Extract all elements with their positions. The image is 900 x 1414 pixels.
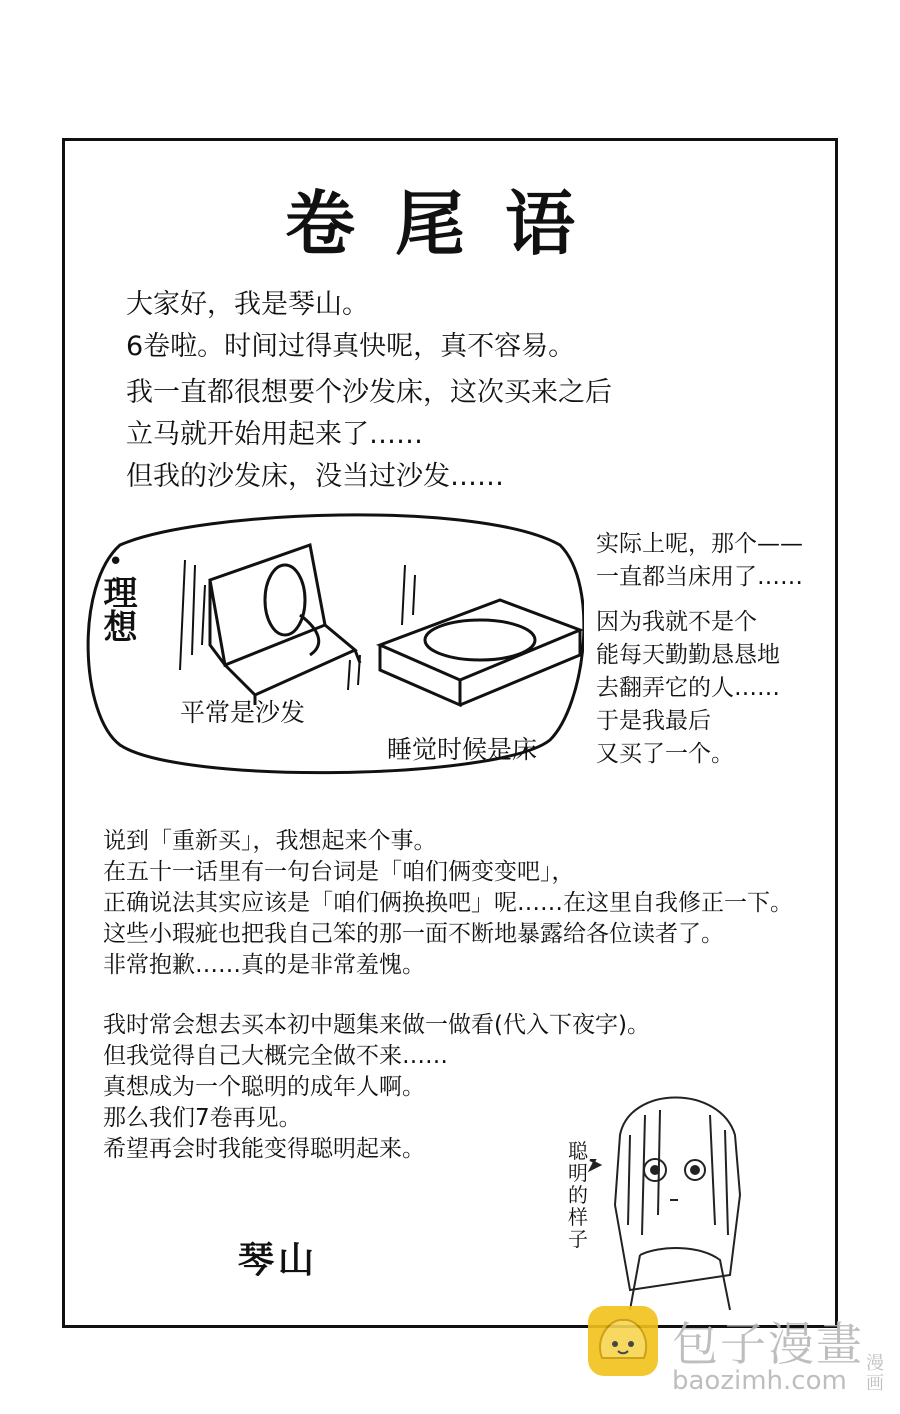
girl-sketch — [570, 1075, 780, 1315]
bullet-dot: • — [108, 547, 124, 577]
watermark-side: 漫画 — [866, 1353, 884, 1394]
text-line: 大家好，我是琴山。 — [126, 289, 369, 320]
text-line: 立马就开始用起来了…… — [126, 419, 423, 450]
author-signature: 琴山 — [238, 1240, 319, 1281]
text-line: 正确说法其实应该是「咱们俩换换吧」呢……在这里自我修正一下。 — [103, 890, 793, 916]
text-line: 但我的沙发床，没当过沙发…… — [126, 461, 504, 492]
site-watermark — [588, 1306, 888, 1406]
intro-paragraph — [126, 284, 575, 368]
text-line: 又买了一个。 — [596, 741, 734, 767]
text-line: 我一直都很想要个沙发床，这次买来之后 — [126, 377, 612, 408]
text-line: 6卷啦。时间过得真快呢，真不容易。 — [126, 331, 576, 362]
text-line: 于是我最后 — [596, 708, 711, 734]
text-line: 因为我就不是个 — [596, 609, 757, 635]
text-line: 那么我们7卷再见。 — [103, 1105, 302, 1131]
bed-caption: 睡觉时候是床 — [387, 735, 538, 764]
sofa-paragraph — [126, 372, 612, 498]
text-line: 我时常会想去买本初中题集来做一做看(代入下夜字)。 — [103, 1012, 650, 1038]
text-line: 实际上呢，那个—— — [596, 531, 803, 557]
side-notes — [596, 528, 803, 771]
correction-paragraph — [103, 826, 793, 981]
sofa-drawing — [210, 545, 360, 705]
text-line: 非常抱歉……真的是非常羞愧。 — [103, 952, 425, 978]
ideal-label: 理想 — [97, 575, 137, 643]
text-line: 真想成为一个聪明的成年人啊。 — [103, 1074, 425, 1100]
text-line: 但我觉得自己大概完全做不来…… — [103, 1043, 448, 1069]
watermark-url: baozimh.com — [672, 1366, 847, 1396]
text-line: 说到「重新买」，我想起来个事。 — [103, 828, 437, 854]
text-line: 一直都当床用了…… — [596, 564, 803, 590]
text-line: 这些小瑕疵也把我自己笨的那一面不断地暴露给各位读者了。 — [103, 921, 724, 947]
text-line: 能每天勤勤恳恳地 — [596, 642, 780, 668]
page-title: 卷尾语 — [285, 183, 615, 265]
text-line: 在五十一话里有一句台词是「咱们俩变变吧」， — [103, 859, 575, 885]
sofa-caption: 平常是沙发 — [180, 698, 306, 727]
watermark-name: 包子漫畫 — [672, 1317, 864, 1371]
text-line: 去翻弄它的人…… — [596, 675, 780, 701]
bed-drawing — [380, 600, 580, 705]
text-line: 希望再会时我能变得聪明起来。 — [103, 1136, 425, 1162]
girl-caption: 聪明的样子 — [568, 1139, 588, 1251]
bun-logo-icon — [588, 1306, 658, 1376]
